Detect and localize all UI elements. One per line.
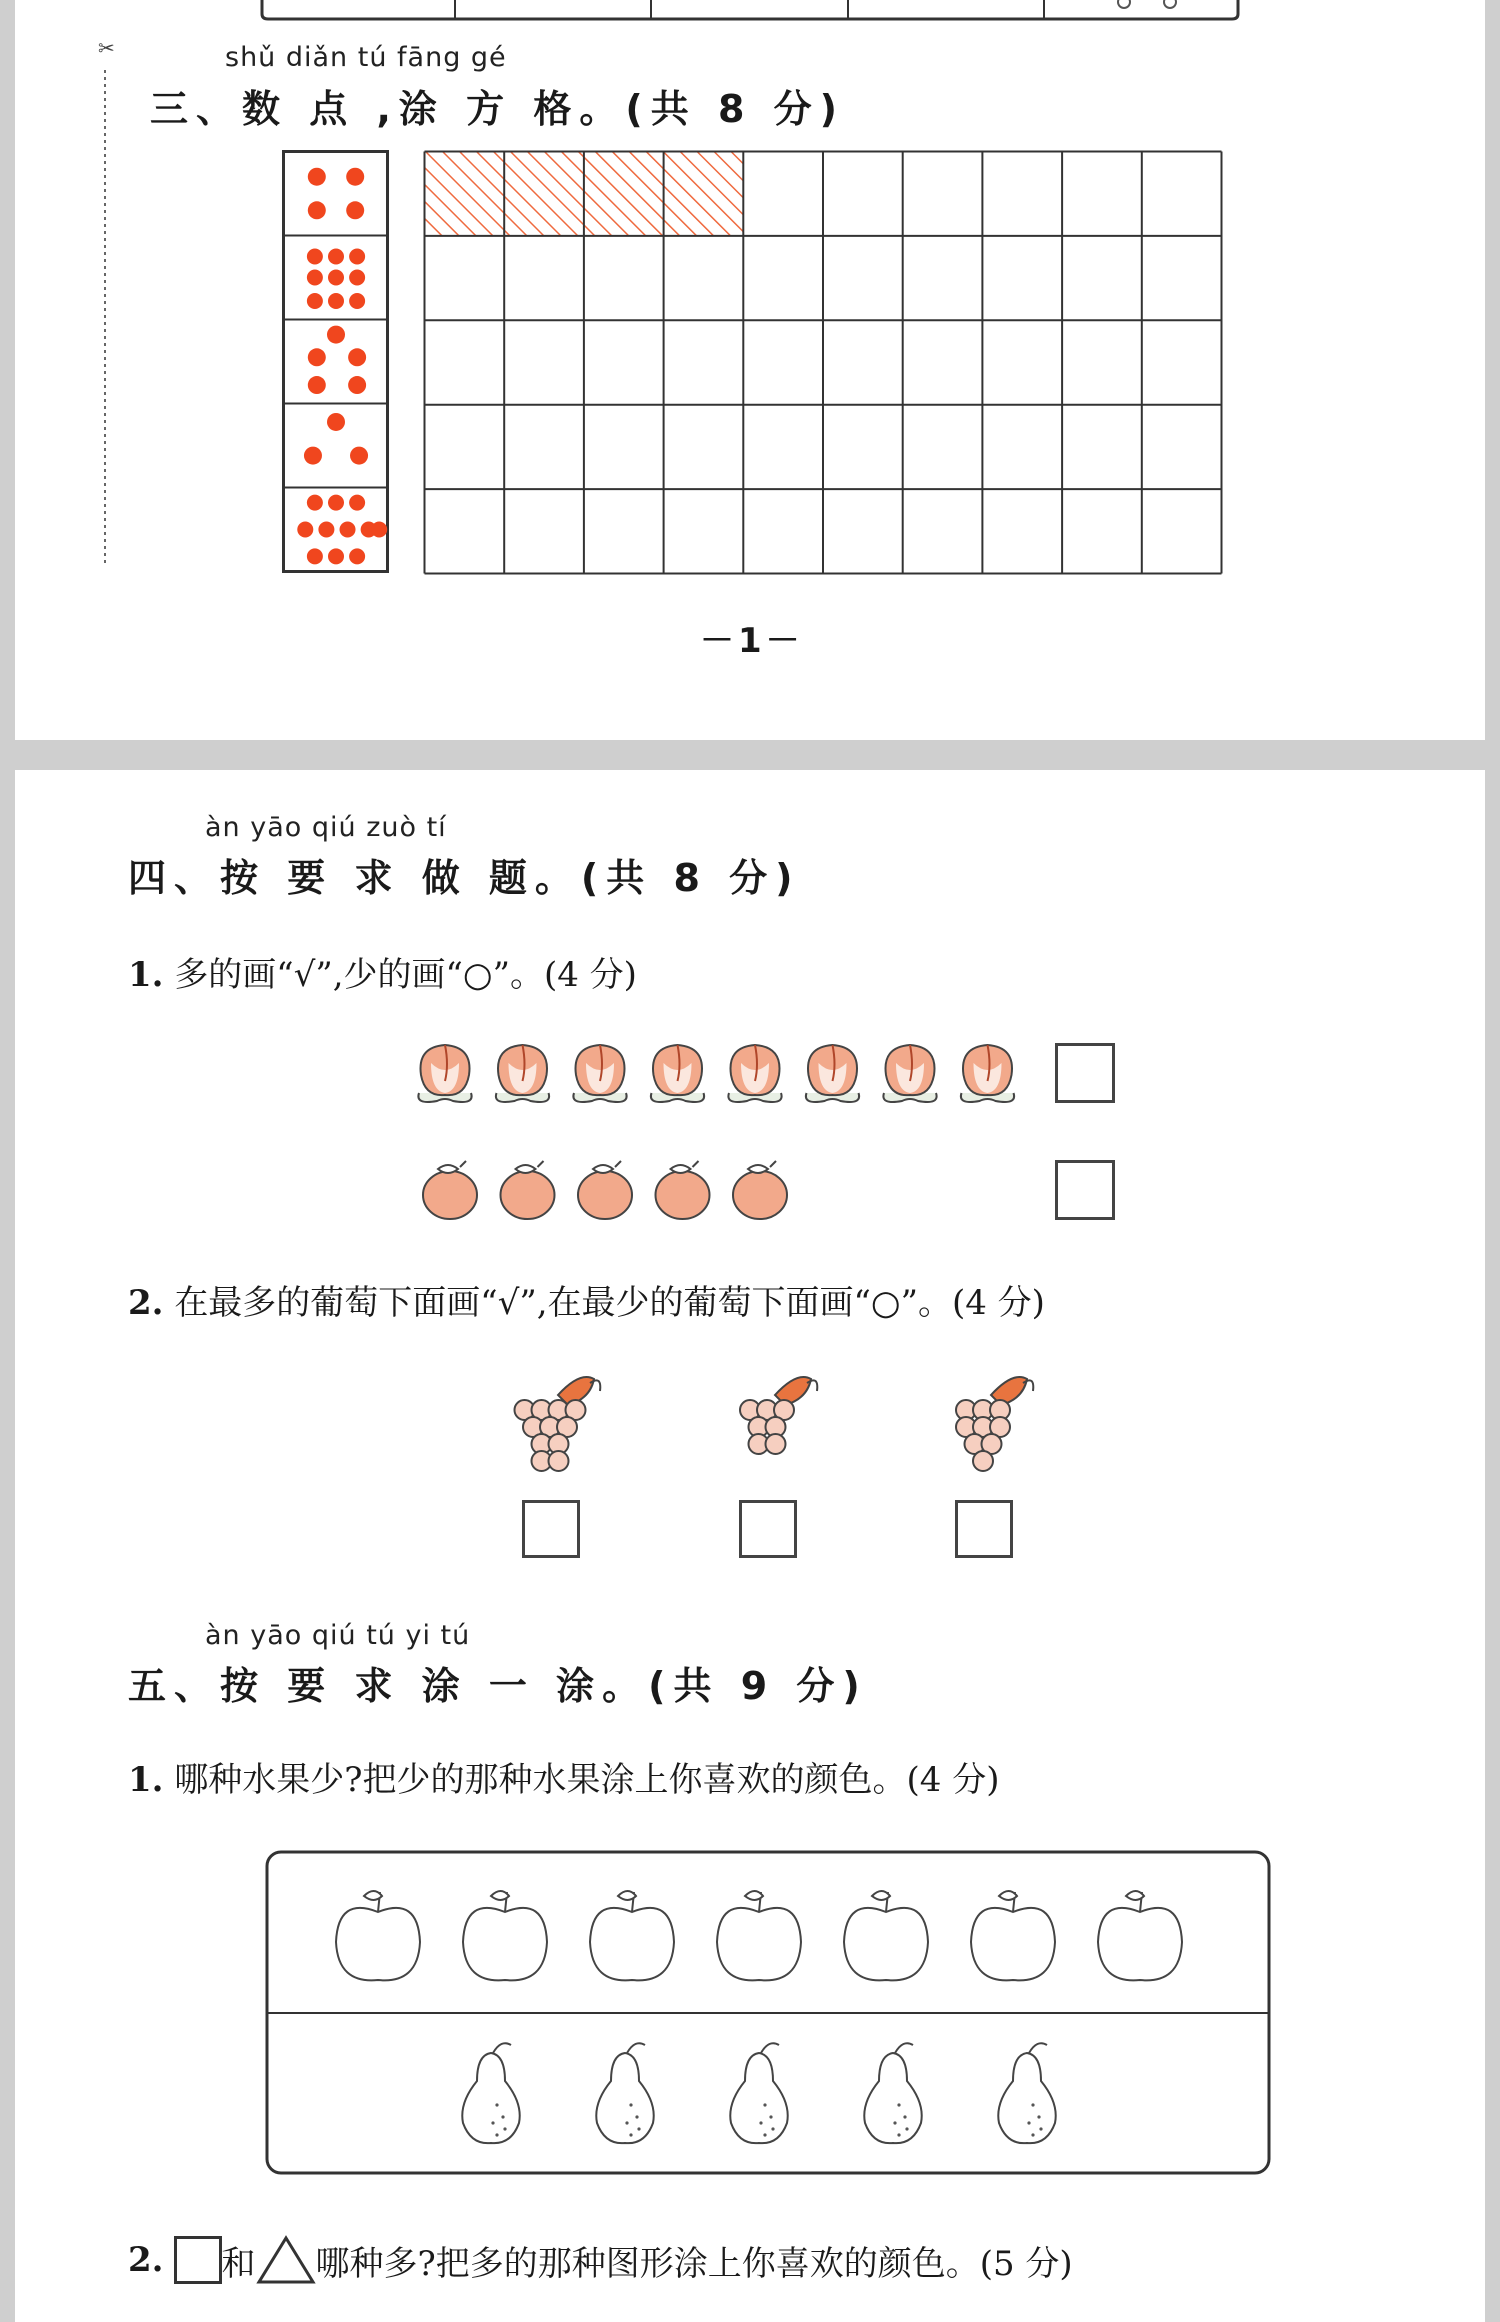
dice-dot (307, 293, 323, 309)
dice-dot (328, 270, 344, 286)
grape-bunch-icon (740, 1377, 817, 1454)
triangle-icon (256, 2235, 316, 2285)
orange-icon (733, 1161, 787, 1219)
orange-icon (578, 1161, 632, 1219)
section4-heading: 四、按 要 求 做 题。(共 8 分) (128, 856, 801, 900)
dice-dot (328, 495, 344, 511)
answer-box-grape-1[interactable] (522, 1500, 580, 1558)
dice-dot (371, 522, 387, 538)
dice-dot (307, 495, 323, 511)
peach-icon (651, 1045, 704, 1102)
section5-q2-text: 哪种多?把多的那种图形涂上你喜欢的颜色。(5 分) (315, 2243, 1073, 2284)
answer-box-grape-2[interactable] (739, 1500, 797, 1558)
square-icon (174, 2236, 222, 2284)
section5-q2-number: 2. (128, 2240, 164, 2280)
shaded-cell (504, 152, 584, 236)
grape-bunches (480, 1365, 1080, 1495)
dice-dot (328, 293, 344, 309)
dice-dot (346, 201, 364, 219)
dice-column (282, 150, 390, 575)
peach-icon (883, 1045, 936, 1102)
orange-row (410, 1150, 1030, 1230)
dice-dot (340, 522, 356, 538)
orange-icon (656, 1161, 710, 1219)
dice-dot (308, 376, 326, 394)
section3-pinyin: shǔ diǎn tú fāng gé (225, 42, 507, 73)
section4-q2-text: 在最多的葡萄下面画“√”,在最少的葡萄下面画“○”。(4 分) (174, 1283, 1045, 1323)
dice-dot (349, 495, 365, 511)
section5-q1 (128, 1752, 1000, 1801)
peach-row (410, 1035, 1030, 1115)
dice-dot (346, 168, 364, 186)
orange-icon (501, 1161, 555, 1219)
section5-q2 (128, 2235, 1073, 2285)
scissors-icon: ✂ (98, 36, 115, 60)
peach-icon (728, 1045, 781, 1102)
peach-icon (806, 1045, 859, 1102)
section4-q1-number: 1. (128, 955, 164, 995)
dice-dot (328, 249, 344, 265)
answer-box-peaches[interactable] (1055, 1043, 1115, 1103)
section4-q1 (128, 947, 637, 996)
section5-q2-mid: 和 (221, 2243, 256, 2284)
dice-dot (308, 168, 326, 186)
dice-dot (304, 447, 322, 465)
dice-dot (349, 249, 365, 265)
peach-icon (961, 1045, 1014, 1102)
peach-icon (573, 1045, 626, 1102)
section4-pinyin: àn yāo qiú zuò tí (205, 812, 447, 843)
dice-dot (297, 522, 313, 538)
section4-q1-text: 多的画“√”,少的画“○”。(4 分) (174, 955, 637, 995)
shaded-cell (584, 152, 664, 236)
dice-dot (318, 522, 334, 538)
shading-grid[interactable] (423, 150, 1223, 575)
shaded-cell (425, 152, 505, 236)
dice-dot (327, 326, 345, 344)
dice-dot (307, 270, 323, 286)
answer-box-grape-3[interactable] (955, 1500, 1013, 1558)
peach-icon (496, 1045, 549, 1102)
dice-dot (328, 548, 344, 564)
section5-q1-text: 哪种水果少?把少的那种水果涂上你喜欢的颜色。(4 分) (174, 1760, 1000, 1800)
dice-dot (327, 413, 345, 431)
section5-heading: 五、按 要 求 涂 一 涂。(共 9 分) (128, 1664, 868, 1708)
dice-dot (349, 293, 365, 309)
section4-q2-number: 2. (128, 1283, 164, 1323)
section5-q1-number: 1. (128, 1760, 164, 1800)
answer-box-oranges[interactable] (1055, 1160, 1115, 1220)
section3-heading: 三、数 点 ,涂 方 格。(共 8 分) (150, 87, 845, 131)
peach-icon (418, 1045, 471, 1102)
orange-icon (423, 1161, 477, 1219)
shaded-cell (664, 152, 744, 236)
page-number: －1－ (700, 621, 804, 661)
grape-bunch-icon (515, 1377, 601, 1471)
dice-dot (307, 249, 323, 265)
fruit-coloring-box (265, 1850, 1271, 2175)
section5-pinyin: àn yāo qiú tú yi tú (205, 1620, 471, 1651)
dice-dot (349, 548, 365, 564)
previous-table-bottom (0, 0, 1500, 30)
dice-dot (308, 348, 326, 366)
dice-dot (350, 447, 368, 465)
dice-dot (348, 376, 366, 394)
cut-line (90, 30, 120, 570)
grape-bunch-icon (956, 1377, 1033, 1471)
dice-dot (349, 270, 365, 286)
dice-dot (307, 548, 323, 564)
dice-dot (308, 201, 326, 219)
dice-dot (348, 348, 366, 366)
section4-q2 (128, 1275, 1045, 1324)
